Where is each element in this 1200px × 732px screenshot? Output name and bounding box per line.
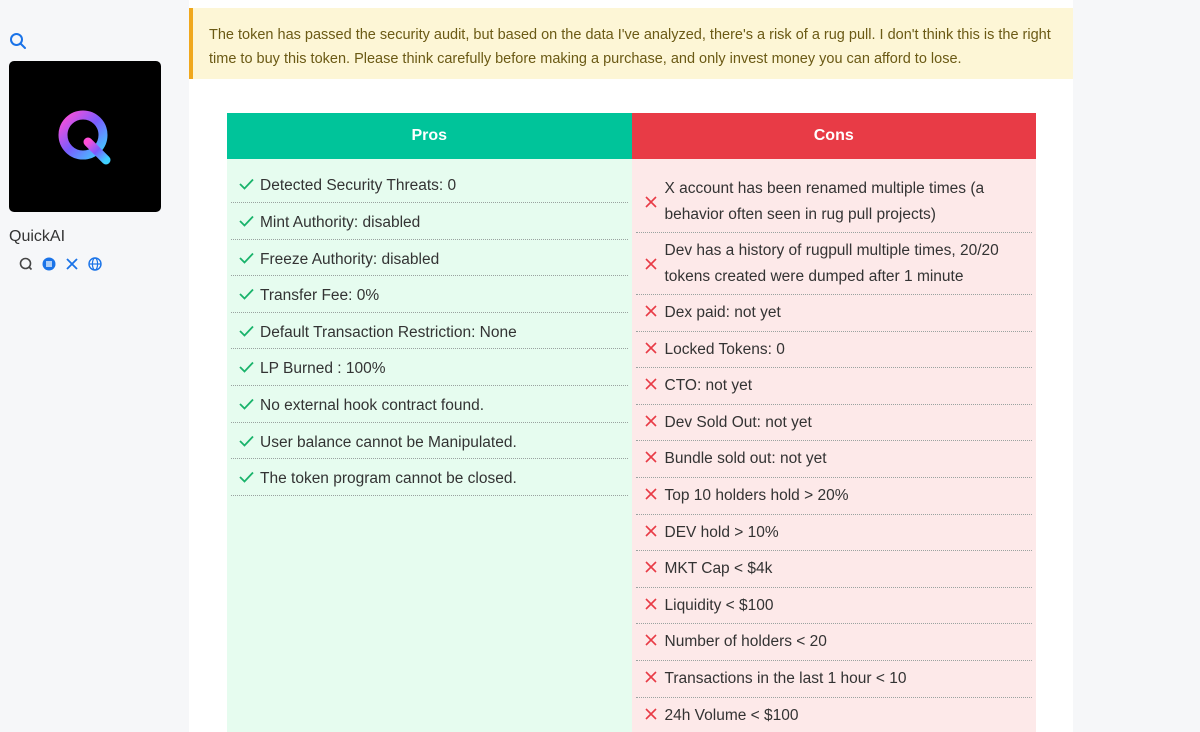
cons-item-label: X account has been renamed multiple times (a behavior often seen in rug pull projects) — [664, 179, 985, 223]
cross-icon — [642, 671, 660, 683]
circle-icon[interactable] — [18, 256, 34, 272]
cross-icon — [642, 342, 660, 354]
cross-icon — [642, 451, 660, 463]
cons-header: Cons — [632, 113, 1037, 159]
check-icon — [237, 435, 255, 447]
cons-item-label: Top 10 holders hold > 20% — [664, 486, 849, 504]
cons-item-label: CTO: not yet — [664, 377, 753, 395]
check-icon — [237, 398, 255, 410]
sidebar — [0, 0, 172, 732]
pros-item-label: Default Transaction Restriction: None — [260, 323, 517, 341]
pros-item-label: Freeze Authority: disabled — [260, 250, 440, 268]
cons-item — [636, 441, 1033, 478]
pros-item-label: LP Burned : 100% — [260, 360, 386, 378]
pros-cons-table — [227, 113, 1036, 732]
cross-icon — [642, 196, 660, 208]
cons-item — [636, 661, 1033, 698]
pros-item — [231, 386, 628, 423]
check-icon — [237, 215, 255, 227]
check-icon — [237, 361, 255, 373]
cons-item — [636, 551, 1033, 588]
cons-item-label: MKT Cap < $4k — [664, 560, 773, 578]
list-icon[interactable] — [41, 256, 57, 272]
cross-icon — [642, 258, 660, 270]
cons-column — [632, 113, 1037, 732]
pros-item — [231, 349, 628, 386]
cons-item — [636, 171, 1033, 233]
cons-list — [632, 171, 1037, 732]
cons-item — [636, 233, 1033, 295]
pros-item-label: Mint Authority: disabled — [260, 214, 421, 231]
pros-item — [231, 423, 628, 460]
cons-item — [636, 332, 1033, 369]
social-links — [18, 256, 103, 272]
cons-item — [636, 295, 1033, 332]
cross-icon — [642, 378, 660, 390]
search-icon[interactable] — [9, 32, 27, 50]
cross-icon — [642, 415, 660, 427]
cons-item-label: 24h Volume < $100 — [664, 706, 799, 724]
pros-header: Pros — [227, 113, 632, 159]
pros-item — [231, 459, 628, 496]
cons-item — [636, 515, 1033, 552]
pros-item-label: The token program cannot be closed. — [260, 470, 517, 488]
cons-item-label: Dex paid: not yet — [664, 304, 781, 321]
quickai-logo-icon — [54, 106, 116, 168]
cons-item-label: Liquidity < $100 — [664, 596, 774, 614]
pros-item-label: Detected Security Threats: 0 — [260, 177, 457, 194]
cons-item-label: Bundle sold out: not yet — [664, 450, 827, 468]
pros-list — [227, 159, 632, 496]
cons-item — [636, 624, 1033, 661]
pros-item — [231, 203, 628, 240]
pros-item — [231, 313, 628, 350]
check-icon — [237, 178, 255, 190]
cross-icon — [642, 488, 660, 500]
check-icon — [237, 288, 255, 300]
cons-item-label: Dev has a history of rugpull multiple times, 20/20 tokens created were dumped after 1 minute — [664, 241, 999, 285]
globe-icon[interactable] — [87, 256, 103, 272]
cross-icon — [642, 708, 660, 720]
cons-item — [636, 698, 1033, 732]
pros-item — [231, 276, 628, 313]
check-icon — [237, 471, 255, 483]
risk-alert-text: The token has passed the security audit, but based on the data I've analyzed, there's a risk of a rug pull. I don't think this is the right time to buy this token. Please think carefully before making a purchase, and only invest money you can afford to lose. — [209, 27, 1051, 67]
pros-item — [231, 159, 628, 203]
pros-item-label: Transfer Fee: 0% — [260, 287, 380, 305]
cross-icon — [642, 598, 660, 610]
main-content — [189, 0, 1073, 732]
x-icon[interactable] — [64, 256, 80, 272]
app-name: QuickAI — [9, 228, 66, 245]
pros-column — [227, 113, 632, 732]
pros-item-label: No external hook contract found. — [260, 396, 485, 414]
check-icon — [237, 252, 255, 264]
cons-item — [636, 588, 1033, 625]
cons-item-label: Number of holders < 20 — [664, 633, 827, 651]
cross-icon — [642, 525, 660, 537]
cons-item — [636, 368, 1033, 405]
cons-item — [636, 405, 1033, 442]
risk-alert — [189, 8, 1073, 79]
token-logo — [9, 61, 161, 212]
cross-icon — [642, 561, 660, 573]
cons-item — [636, 478, 1033, 515]
cons-item-label: Dev Sold Out: not yet — [664, 413, 812, 431]
cons-item-label: DEV hold > 10% — [664, 523, 779, 541]
cons-item-label: Locked Tokens: 0 — [664, 340, 785, 358]
pros-item-label: User balance cannot be Manipulated. — [260, 433, 517, 451]
check-icon — [237, 325, 255, 337]
cons-item-label: Transactions in the last 1 hour < 10 — [664, 669, 907, 687]
cross-icon — [642, 634, 660, 646]
pros-item — [231, 240, 628, 277]
cross-icon — [642, 305, 660, 317]
